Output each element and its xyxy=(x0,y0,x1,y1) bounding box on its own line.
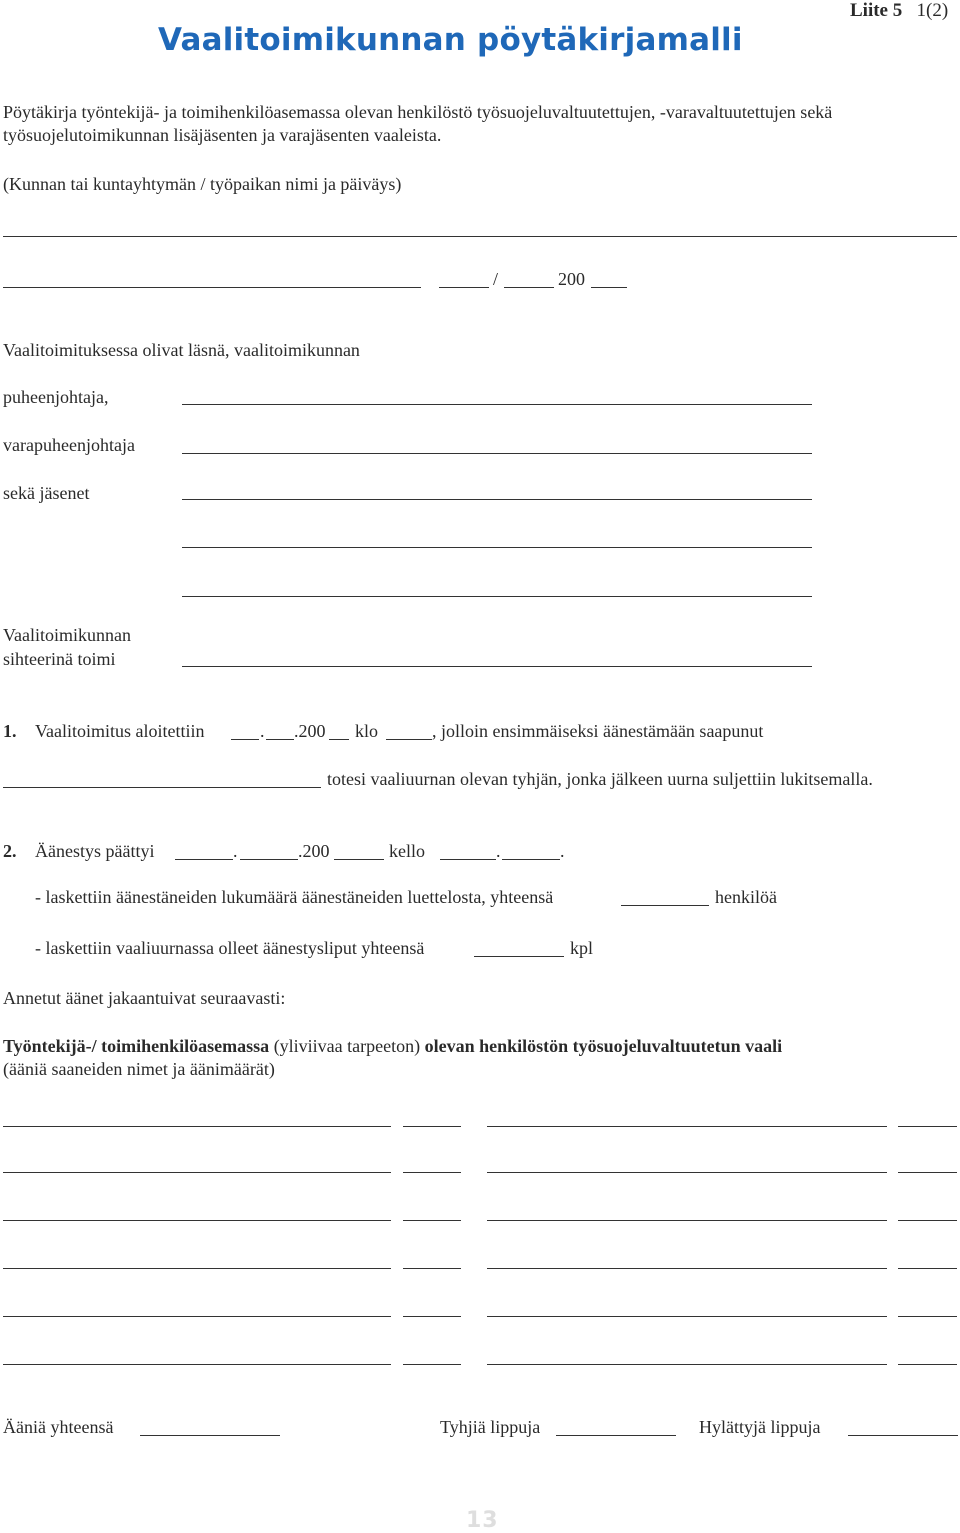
count-ballots-unit: kpl xyxy=(570,938,594,958)
candidate-votes-field-right[interactable] xyxy=(898,1220,957,1221)
item-2-text-a: Äänestys päättyi xyxy=(35,841,155,861)
item-2-number: 2. xyxy=(3,841,17,861)
end-year-field[interactable] xyxy=(334,859,384,860)
candidate-name-field-left[interactable] xyxy=(3,1220,391,1221)
candidate-votes-field-right[interactable] xyxy=(898,1172,957,1173)
page-of: 1(2) xyxy=(916,0,949,21)
item-2-dot-3: . xyxy=(560,841,565,861)
place-name-field[interactable] xyxy=(3,236,957,237)
date-day-field[interactable] xyxy=(439,287,489,288)
end-minute-field[interactable] xyxy=(502,859,560,860)
election-heading-bold-2: olevan henkilöstön työsuojeluvaltuutetun vaali xyxy=(424,1036,783,1056)
candidate-name-field-left[interactable] xyxy=(3,1268,391,1269)
election-heading-note: (yliviivaa tarpeeton) xyxy=(273,1036,421,1056)
count-voters-text: - laskettiin äänestäneiden lukumäärä äänestäneiden luettelosta, yhteensä xyxy=(35,887,554,907)
place-date-hint: (Kunnan tai kuntayhtymän / työpaikan nimi ja päiväys) xyxy=(3,174,402,194)
rejected-ballots-field[interactable] xyxy=(848,1435,958,1436)
chair-field[interactable] xyxy=(182,404,812,405)
item-1-number: 1. xyxy=(3,721,17,741)
secretary-label-1: Vaalitoimikunnan xyxy=(3,625,131,645)
candidate-votes-field-right[interactable] xyxy=(898,1126,957,1127)
end-hour-field[interactable] xyxy=(440,859,496,860)
date-month-field[interactable] xyxy=(504,287,554,288)
candidate-votes-field-left[interactable] xyxy=(403,1172,461,1173)
candidate-name-field-right[interactable] xyxy=(487,1268,887,1269)
member-field-3[interactable] xyxy=(182,596,812,597)
votes-distributed-label: Annetut äänet jakaantuivat seuraavasti: xyxy=(3,988,286,1008)
blank-ballots-label: Tyhjiä lippuja xyxy=(440,1417,541,1437)
attachment-label xyxy=(850,0,948,22)
candidate-votes-field-left[interactable] xyxy=(403,1364,461,1365)
page-number: 13 xyxy=(466,1508,499,1533)
candidate-name-field-left[interactable] xyxy=(3,1172,391,1173)
members-label: sekä jäsenet xyxy=(3,483,90,503)
election-heading xyxy=(3,1035,782,1058)
date-slash: / xyxy=(493,269,499,289)
candidate-name-field-right[interactable] xyxy=(487,1220,887,1221)
candidate-votes-field-right[interactable] xyxy=(898,1316,957,1317)
item-2-dot-1: . xyxy=(233,841,238,861)
item-1-dot: . xyxy=(260,721,265,741)
item-1-text-f: totesi vaaliuurnan olevan tyhjän, jonka jälkeen uurna suljettiin lukitsemalla. xyxy=(327,769,873,789)
total-votes-label: Ääniä yhteensä xyxy=(3,1417,114,1437)
candidate-name-field-right[interactable] xyxy=(487,1316,887,1317)
date-year-field[interactable] xyxy=(591,287,627,288)
ballots-count-field[interactable] xyxy=(474,956,564,957)
start-month-field[interactable] xyxy=(266,739,294,740)
item-1-klo: klo xyxy=(355,721,379,741)
total-votes-field[interactable] xyxy=(140,1435,280,1436)
candidate-votes-field-left[interactable] xyxy=(403,1220,461,1221)
item-1-year: .200 xyxy=(294,721,326,741)
candidate-votes-field-left[interactable] xyxy=(403,1316,461,1317)
blank-ballots-field[interactable] xyxy=(556,1435,676,1436)
member-field-1[interactable] xyxy=(182,499,812,500)
item-1-text-a: Vaalitoimitus aloitettiin xyxy=(35,721,205,741)
candidate-name-field-left[interactable] xyxy=(3,1126,391,1127)
voters-count-field[interactable] xyxy=(621,905,709,906)
secretary-label-2: sihteerinä toimi xyxy=(3,649,116,669)
vice-chair-field[interactable] xyxy=(182,453,812,454)
candidate-votes-field-right[interactable] xyxy=(898,1268,957,1269)
candidate-name-field-left[interactable] xyxy=(3,1316,391,1317)
candidate-name-field-right[interactable] xyxy=(487,1172,887,1173)
place-date-field[interactable] xyxy=(3,287,421,288)
candidate-name-field-right[interactable] xyxy=(487,1364,887,1365)
count-ballots-text: - laskettiin vaaliuurnassa olleet äänestysliput yhteensä xyxy=(35,938,425,958)
secretary-field[interactable] xyxy=(182,666,812,667)
date-year-prefix: 200 xyxy=(558,269,585,289)
start-day-field[interactable] xyxy=(231,739,259,740)
attachment-number: Liite 5 xyxy=(850,0,903,21)
candidate-votes-field-right[interactable] xyxy=(898,1364,957,1365)
item-2-kello: kello xyxy=(389,841,425,861)
chair-label: puheenjohtaja, xyxy=(3,387,109,407)
election-heading-line-2: (ääniä saaneiden nimet ja äänimäärät) xyxy=(3,1059,275,1079)
count-voters-unit: henkilöä xyxy=(715,887,777,907)
election-heading-bold-1: Työntekijä-/ toimihenkilöasemassa xyxy=(3,1036,270,1056)
item-2-year: .200 xyxy=(298,841,330,861)
first-voter-field[interactable] xyxy=(3,787,321,788)
start-time-field[interactable] xyxy=(386,739,432,740)
candidate-name-field-left[interactable] xyxy=(3,1364,391,1365)
present-text: Vaalitoimituksessa olivat läsnä, vaalitoimikunnan xyxy=(3,340,360,360)
start-year-field[interactable] xyxy=(329,739,349,740)
item-1-text-e: , jolloin ensimmäiseksi äänestämään saapunut xyxy=(432,721,764,741)
rejected-ballots-label: Hylättyjä lippuja xyxy=(699,1417,821,1437)
intro-line-1: Pöytäkirja työntekijä- ja toimihenkilöasemassa olevan henkilöstö työsuojeluvaltuutettujen, -varavaltuutettujen sekä xyxy=(3,102,833,122)
candidate-votes-field-left[interactable] xyxy=(403,1268,461,1269)
candidate-votes-field-left[interactable] xyxy=(403,1126,461,1127)
end-day-field[interactable] xyxy=(175,859,233,860)
item-2-dot-2: . xyxy=(496,841,501,861)
candidate-name-field-right[interactable] xyxy=(487,1126,887,1127)
vice-chair-label: varapuheenjohtaja xyxy=(3,435,135,455)
end-month-field[interactable] xyxy=(240,859,298,860)
member-field-2[interactable] xyxy=(182,547,812,548)
intro-line-2: työsuojelutoimikunnan lisäjäsenten ja varajäsenten vaaleista. xyxy=(3,125,442,145)
page-title: Vaalitoimikunnan pöytäkirjamalli xyxy=(158,22,743,58)
